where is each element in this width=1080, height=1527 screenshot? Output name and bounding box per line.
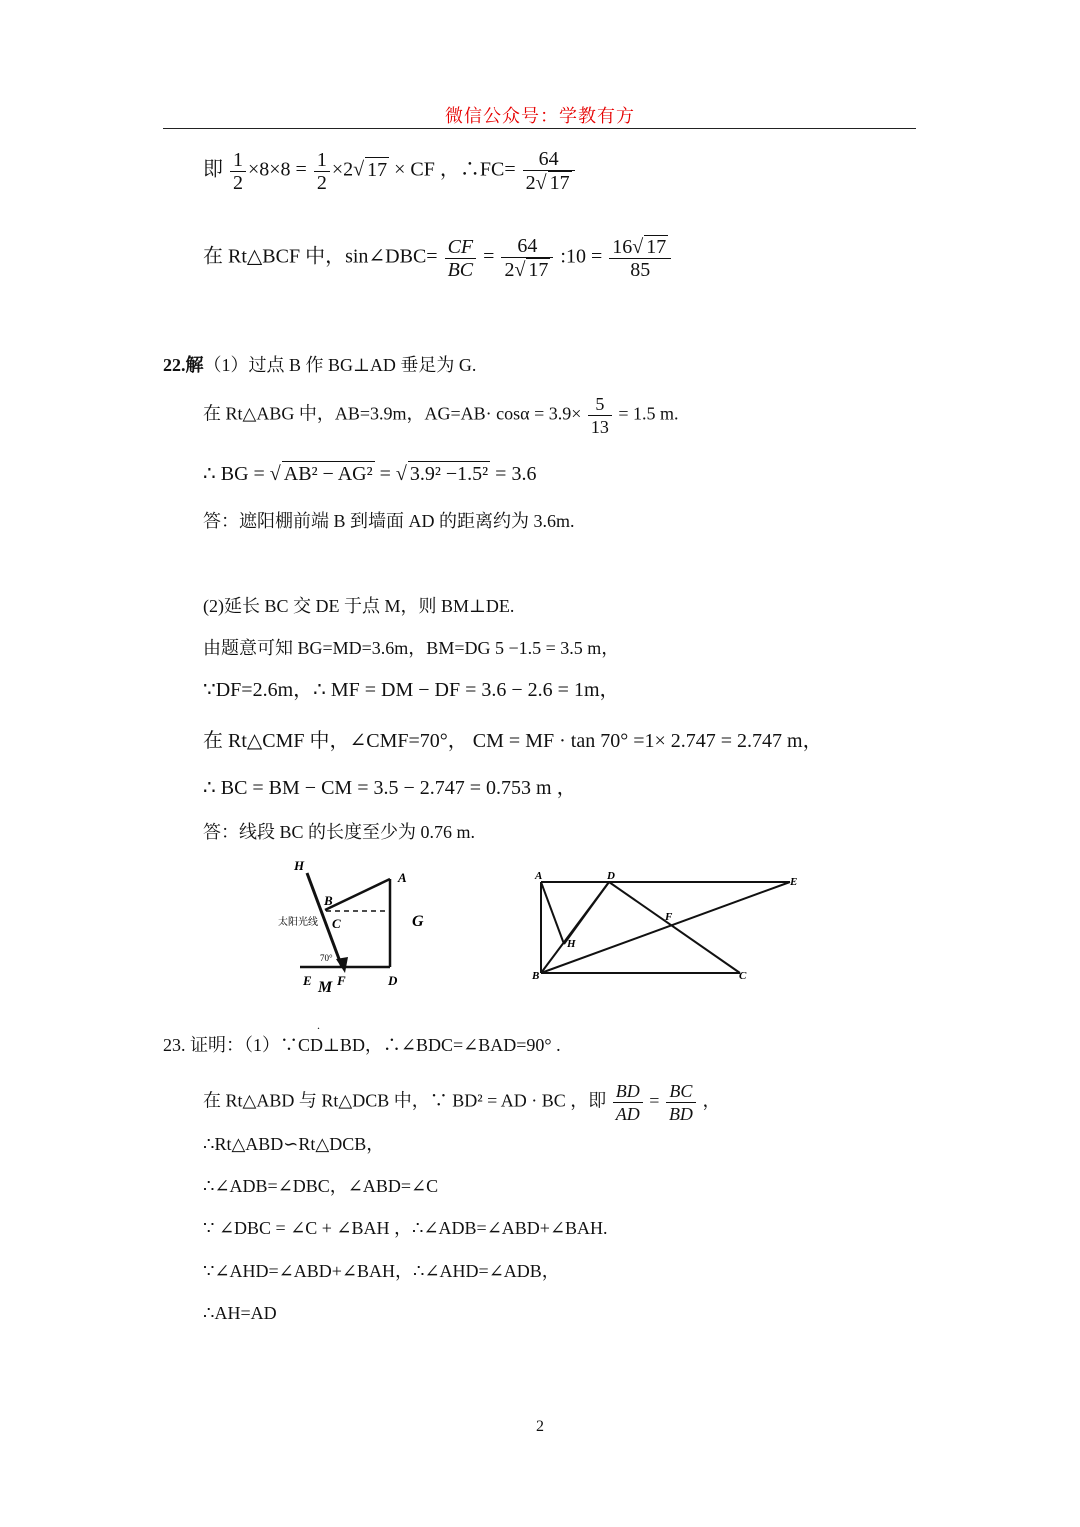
label-B: B bbox=[532, 970, 540, 982]
s23-line1: 23. 证明：（1）∵CD⊥BD，∴∠BDC=∠BAD=90° . bbox=[163, 1035, 561, 1055]
text: 在 Rt△ABG 中，AB=3.9m，AG=AB· cosα = 3.9× bbox=[203, 403, 582, 424]
s22-line8: 在 Rt△CMF 中，∠CMF=70°， CM = MF · tan 70° =1× 2.747 = 2.747 m， bbox=[203, 730, 823, 752]
text: = bbox=[379, 463, 391, 485]
denominator: 85 bbox=[630, 259, 651, 281]
label-H: H bbox=[294, 858, 305, 873]
fraction bbox=[501, 235, 553, 281]
numerator: 1 bbox=[314, 149, 330, 172]
label-D: D bbox=[607, 870, 615, 882]
s22-line7: ∵DF=2.6m，∴ MF = DM − DF = 3.6 − 2.6 = 1m， bbox=[203, 679, 620, 701]
text: = bbox=[483, 245, 495, 268]
text: 2 bbox=[504, 259, 515, 281]
text: （1）过点 B 作 BG⊥AD 垂足为 G. bbox=[203, 355, 477, 375]
denominator: 2 bbox=[233, 171, 243, 194]
figure-1 bbox=[270, 855, 440, 995]
numerator: 5 bbox=[588, 393, 612, 416]
fraction bbox=[230, 149, 246, 194]
fraction bbox=[613, 1080, 643, 1125]
s23-line3: ∴Rt△ABD∽Rt△DCB， bbox=[203, 1134, 385, 1154]
s22-line6: 由题意可知 BG=MD=3.6m，BM=DG 5 −1.5 = 3.5 m， bbox=[203, 638, 620, 658]
text: 在 Rt△BCF 中，sin∠DBC= bbox=[203, 245, 438, 268]
s22-line4: 答：遮阳棚前端 B 到墙面 AD 的距离约为 3.6m. bbox=[203, 511, 575, 531]
segment-AH bbox=[541, 882, 564, 944]
label-A: A bbox=[398, 870, 407, 885]
numerator: 1 bbox=[230, 149, 246, 172]
denominator: 2√ 17 bbox=[504, 259, 549, 281]
figure-2 bbox=[525, 865, 805, 985]
s22-heading bbox=[163, 353, 476, 377]
label-A: A bbox=[535, 870, 543, 882]
s22-line2 bbox=[203, 393, 679, 438]
radicand: 17 bbox=[549, 172, 570, 194]
denominator: BD bbox=[668, 1104, 693, 1124]
fraction bbox=[609, 235, 671, 281]
label-F: F bbox=[665, 911, 673, 923]
text: :10 = bbox=[560, 245, 603, 268]
radicand: 17 bbox=[367, 158, 388, 181]
s22-line5: (2)延长 BC 交 DE 于点 M，则 BM⊥DE. bbox=[203, 596, 515, 616]
text: = 3.6 bbox=[495, 463, 537, 485]
label-B: B bbox=[324, 893, 333, 908]
s22-line9: ∴ BC = BM − CM = 3.5 − 2.747 = 0.753 m ， bbox=[203, 777, 577, 799]
text: 2 bbox=[525, 172, 536, 194]
fraction bbox=[445, 236, 477, 281]
radicand: 3.9² −1.5² bbox=[409, 463, 489, 485]
question-number: 22.解 bbox=[163, 355, 204, 375]
denominator: BC bbox=[447, 258, 474, 281]
s22-line3: ∴ BG = √ AB² − AG² = √ 3.9² −1.5² = 3.6 bbox=[203, 463, 537, 485]
numerator: 64 bbox=[501, 235, 553, 258]
radicand: 17 bbox=[528, 259, 549, 281]
segment-DC bbox=[609, 882, 740, 973]
text: = bbox=[649, 1090, 660, 1111]
label-C: C bbox=[739, 970, 747, 982]
s23-line2 bbox=[203, 1080, 720, 1125]
segment-HD bbox=[564, 882, 609, 944]
denominator: AD bbox=[615, 1104, 640, 1124]
numerator: 64 bbox=[523, 148, 575, 171]
label-F: F bbox=[337, 973, 346, 988]
segment-BE bbox=[541, 882, 790, 973]
s23-line4: ∴∠ADB=∠DBC，∠ABD=∠C bbox=[203, 1176, 439, 1196]
numerator: BC bbox=[666, 1080, 696, 1103]
denominator: 2√ 17 bbox=[525, 172, 570, 194]
numerator: CF bbox=[445, 236, 477, 259]
fraction bbox=[314, 149, 330, 194]
text: = 1.5 m. bbox=[618, 403, 679, 424]
text: 16 bbox=[612, 236, 633, 258]
s22-line10: 答：线段 BC 的长度至少为 0.76 m. bbox=[203, 822, 476, 842]
arrow-head bbox=[336, 957, 348, 973]
text: ×2 bbox=[331, 158, 354, 181]
s23-line5: ∵ ∠DBC = ∠C + ∠BAH ，∴∠ADB=∠ABD+∠BAH. bbox=[203, 1218, 608, 1238]
fraction bbox=[588, 393, 612, 438]
s21-line1: 即 $\frac{1}{2}$ ×8×8 = $\frac{1}{2}$ ×2√ 17 × CF ，∴FC= $\frac{64}{2√ 17}$ bbox=[203, 148, 577, 194]
label-angle: 70° bbox=[320, 953, 333, 963]
fraction bbox=[666, 1080, 696, 1125]
stray-dot: . bbox=[317, 1018, 320, 1032]
s23-line7: ∴AH=AD bbox=[203, 1303, 277, 1323]
radicand: 17 bbox=[646, 236, 667, 258]
label-E: E bbox=[303, 973, 312, 988]
text: × CF ，∴FC= bbox=[394, 158, 516, 181]
label-M: M bbox=[318, 979, 333, 995]
denominator: 2 bbox=[316, 171, 327, 194]
text: 即 bbox=[203, 158, 223, 181]
awning-line bbox=[325, 879, 390, 910]
label-C: C bbox=[332, 916, 341, 931]
label-E: E bbox=[790, 876, 798, 888]
numerator: 16√ 17 bbox=[609, 235, 671, 259]
page-number: 2 bbox=[536, 1418, 544, 1435]
text: ×8×8 = bbox=[248, 158, 307, 181]
s21-line2 bbox=[203, 235, 673, 281]
text: 在 Rt△ABD 与 Rt△DCB 中，∵ BD² = AD · BC ，即 bbox=[203, 1090, 607, 1111]
text: ， bbox=[702, 1090, 721, 1111]
radicand: AB² − AG² bbox=[283, 463, 373, 485]
label-sunlight: 太阳光线 bbox=[278, 917, 318, 928]
page-header: 微信公众号：学教有方 bbox=[445, 106, 635, 127]
s23-line6: ∵∠AHD=∠ABD+∠BAH，∴∠AHD=∠ADB， bbox=[203, 1261, 560, 1281]
fraction bbox=[523, 148, 575, 194]
label-G: G bbox=[412, 913, 424, 930]
label-H: H bbox=[567, 938, 576, 950]
numerator: BD bbox=[613, 1080, 643, 1103]
denominator: 13 bbox=[590, 417, 609, 437]
label-D: D bbox=[388, 973, 398, 988]
text: ∴ BG = bbox=[203, 463, 265, 485]
header-rule bbox=[163, 128, 916, 129]
